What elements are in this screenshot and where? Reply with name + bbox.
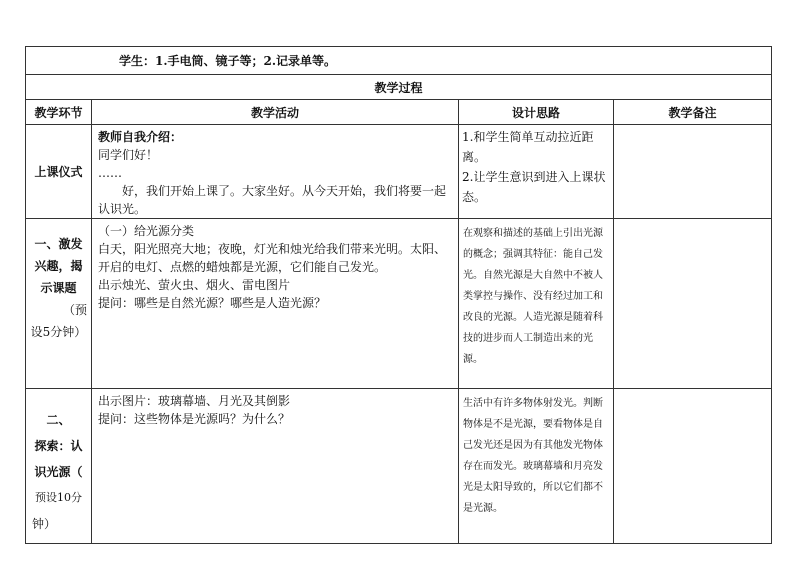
stage-label-line: 示课题 [40,281,77,295]
stage-label: 上课仪式 [34,164,83,179]
design-idea-cell [459,389,614,544]
activity-line: 出示图片：玻璃幕墙、月光及其倒影 [98,394,291,408]
header-design-idea: 设计思路 [459,100,614,125]
header-notes: 教学备注 [614,100,772,125]
header-activity: 教学活动 [92,100,459,125]
notes-cell [614,389,772,544]
stage-label-line: 钟） [32,517,57,531]
idea-line: 1.和学生简单互动拉近距离。 [462,130,594,164]
activity-line: 出示烛光、萤火虫、烟火、雷电图片 [98,278,291,292]
section-title: 教学过程 [26,75,772,100]
notes-cell [614,125,772,219]
table-row [26,219,772,389]
design-idea-cell [459,125,614,219]
stage-label-line: （预 [62,303,87,317]
stage-label-line: 二、 [46,413,71,427]
design-idea-cell [459,219,614,389]
stage-label-line: 设5分钟） [30,325,87,339]
lesson-plan-table [25,46,772,544]
activity-line: 提问：这些物体是光源吗？为什么？ [98,412,291,426]
activity-line: …… [98,166,122,180]
idea-text: 在观察和描述的基础上引出光源的概念；强调其特征：能自己发光。自然光源是大自然中不被人类掌控与操作、没有经过加工和改良的光源。人造光源是随着科技的进步而人工制造出来的光源。 [463,228,603,365]
idea-text: 生活中有许多物体射发光。判断物体是不是光源，要看物体是自己发光还是因为有其他发光物体存在而发光。玻璃幕墙和月亮发光是太阳导致的，所以它们都不是光源。 [463,398,603,514]
header-stage: 教学环节 [26,100,92,125]
student-materials: 学生：1.手电筒、镜子等；2.记录单等。 [26,47,772,75]
stage-cell [26,389,92,544]
stage-cell [26,219,92,389]
activity-cell [92,125,459,219]
activity-line: 提问：哪些是自然光源？哪些是人造光源？ [98,296,327,310]
activity-line: 白天，阳光照亮大地；夜晚，灯光和烛光给我们带来光明。太阳、开启的电灯、点燃的蜡烛都是光源，它们能自己发光。 [98,242,447,274]
notes-cell [614,219,772,389]
activity-heading: 教师自我介绍： [98,130,183,144]
activity-line: 同学们好！ [98,148,159,162]
stage-label-line: 一、激发 [34,237,83,251]
stage-cell [26,125,92,219]
stage-label-line: 探索：认 [34,439,83,453]
stage-label-line: 兴趣，揭 [34,259,83,273]
table-row [26,389,772,544]
activity-cell [92,389,459,544]
activity-line: （一）给光源分类 [98,224,195,238]
activity-cell [92,219,459,389]
header-row [26,100,772,125]
stage-label-line: 识光源（ [34,465,83,479]
idea-line: 2.让学生意识到进入上课状态。 [462,170,606,204]
table-row [26,125,772,219]
stage-label-line: 预设10分 [35,491,82,504]
activity-paragraph: 好，我们开始上课了。大家坐好。从今天开始，我们将要一起认识光。 [98,184,447,216]
